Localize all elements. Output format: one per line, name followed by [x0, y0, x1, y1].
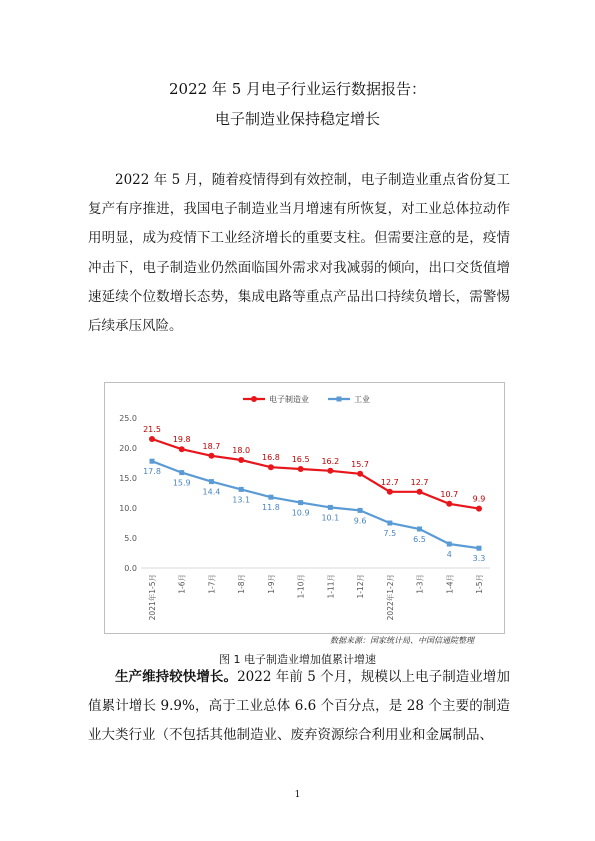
data-label: 4: [446, 550, 452, 559]
y-tick-label: 15.0: [119, 474, 137, 483]
data-label: 17.8: [143, 467, 161, 477]
data-label: 13.1: [232, 495, 251, 505]
x-tick-label: 2021年1-5月: [148, 574, 157, 621]
data-label: 6.5: [413, 535, 426, 544]
x-tick-label: 1-3月: [415, 574, 425, 594]
x-tick-label: 1-10月: [296, 574, 306, 599]
data-label: 11.8: [262, 503, 280, 513]
data-label: 9.6: [353, 516, 367, 526]
x-tick-label: 1-6月: [177, 574, 187, 594]
chart-frame: [104, 382, 505, 634]
data-label: 14.4: [202, 487, 221, 497]
data-label: 12.7: [380, 477, 399, 487]
x-tick-label: 1-12月: [356, 574, 366, 599]
y-tick-label: 5.0: [124, 534, 137, 543]
data-point: [476, 506, 482, 512]
data-label: 16.5: [291, 455, 310, 464]
data-label: 18.0: [232, 446, 251, 455]
data-point: [328, 505, 333, 510]
data-point: [417, 489, 423, 495]
data-point: [446, 501, 452, 507]
figure-caption: 图 1 电子制造业增加值累计增速: [219, 653, 376, 666]
data-label: 15.7: [351, 459, 369, 469]
data-label: 12.7: [410, 477, 429, 487]
production-paragraph: [88, 663, 510, 751]
data-point: [209, 479, 214, 484]
data-label: 19.8: [172, 435, 191, 445]
line-chart: [105, 383, 506, 635]
data-label: 16.8: [262, 453, 280, 463]
data-source-note: 数据来源：国家统计局、中国信通院整理: [330, 636, 474, 645]
data-point: [358, 508, 363, 513]
data-label: 10.9: [291, 508, 310, 518]
paragraph-lead: 生产维持较快增长。: [115, 669, 238, 685]
data-label: 15.9: [172, 478, 191, 488]
data-point: [268, 464, 274, 470]
data-point: [417, 527, 422, 532]
data-point: [357, 471, 363, 477]
data-point: [239, 487, 244, 492]
x-tick-label: 1-9月: [266, 574, 276, 594]
y-tick-label: 0.0: [124, 564, 137, 573]
data-label: 9.9: [472, 494, 486, 504]
legend-swatch-marker: [337, 397, 342, 402]
data-point: [387, 489, 393, 495]
page-number: 1: [294, 790, 301, 800]
data-point: [327, 468, 333, 474]
data-label: 10.7: [440, 489, 459, 499]
report-title: 2022 年 5 月电子行业运行数据报告：: [168, 80, 427, 98]
data-point: [387, 521, 392, 526]
data-point: [179, 470, 184, 475]
x-tick-label: 1-4月: [445, 574, 455, 594]
legend-label: 电子制造业: [269, 395, 309, 404]
data-label: 21.5: [143, 425, 161, 434]
data-point: [238, 457, 244, 463]
x-tick-label: 1-11月: [326, 574, 336, 599]
data-label: 3.3: [472, 554, 486, 564]
y-tick-label: 20.0: [119, 444, 137, 453]
paragraph-body: 2022 年前 5 个月，规模以上电子制造业增加值累计增长 9.9%，高于工业总体 6.6 个百分点，是 28 个主要的制造业大类行业（不包括其他制造业、废弃资源综合利用业和金属制品、: [88, 669, 510, 744]
legend-label: 工业: [354, 395, 370, 404]
data-point: [208, 453, 214, 459]
data-point: [179, 446, 185, 452]
x-tick-label: 1-7月: [207, 574, 217, 594]
data-point: [268, 495, 273, 500]
data-label: 7.5: [383, 529, 397, 538]
data-point: [150, 459, 155, 464]
x-tick-label: 1-5月: [475, 574, 484, 594]
intro-paragraph: 2022 年 5 月，随着疫情得到有效控制，电子制造业重点省份复工复产有序推进，我国电子制造业当月增速有所恢复，对工业总体拉动作用明显，成为疫情下工业经济增长的重要支柱。但需要注意的是，疫情冲击下，电子制造业仍然面临国外需求对我减弱的倾向，出口交货值增速延续个位数增长态势，集成电路等重点产品出口持续负增长，需警惕后续承压风险。: [88, 172, 510, 335]
data-label: 16.2: [321, 456, 340, 466]
data-point: [447, 542, 452, 547]
data-label: 18.7: [202, 441, 221, 451]
legend-swatch-marker: [251, 396, 257, 402]
x-tick-label: 1-8月: [237, 574, 247, 594]
data-point: [298, 466, 304, 472]
data-point: [298, 500, 303, 505]
series-line: [152, 439, 479, 509]
data-point: [149, 436, 155, 442]
x-tick-label: 2022年1-2月: [385, 574, 395, 621]
data-point: [477, 546, 482, 551]
data-label: 10.1: [321, 513, 340, 523]
report-subtitle: 电子制造业保持稳定增长: [214, 110, 380, 128]
y-tick-label: 10.0: [119, 504, 137, 513]
y-tick-label: 25.0: [119, 414, 137, 423]
series-line: [152, 461, 479, 548]
